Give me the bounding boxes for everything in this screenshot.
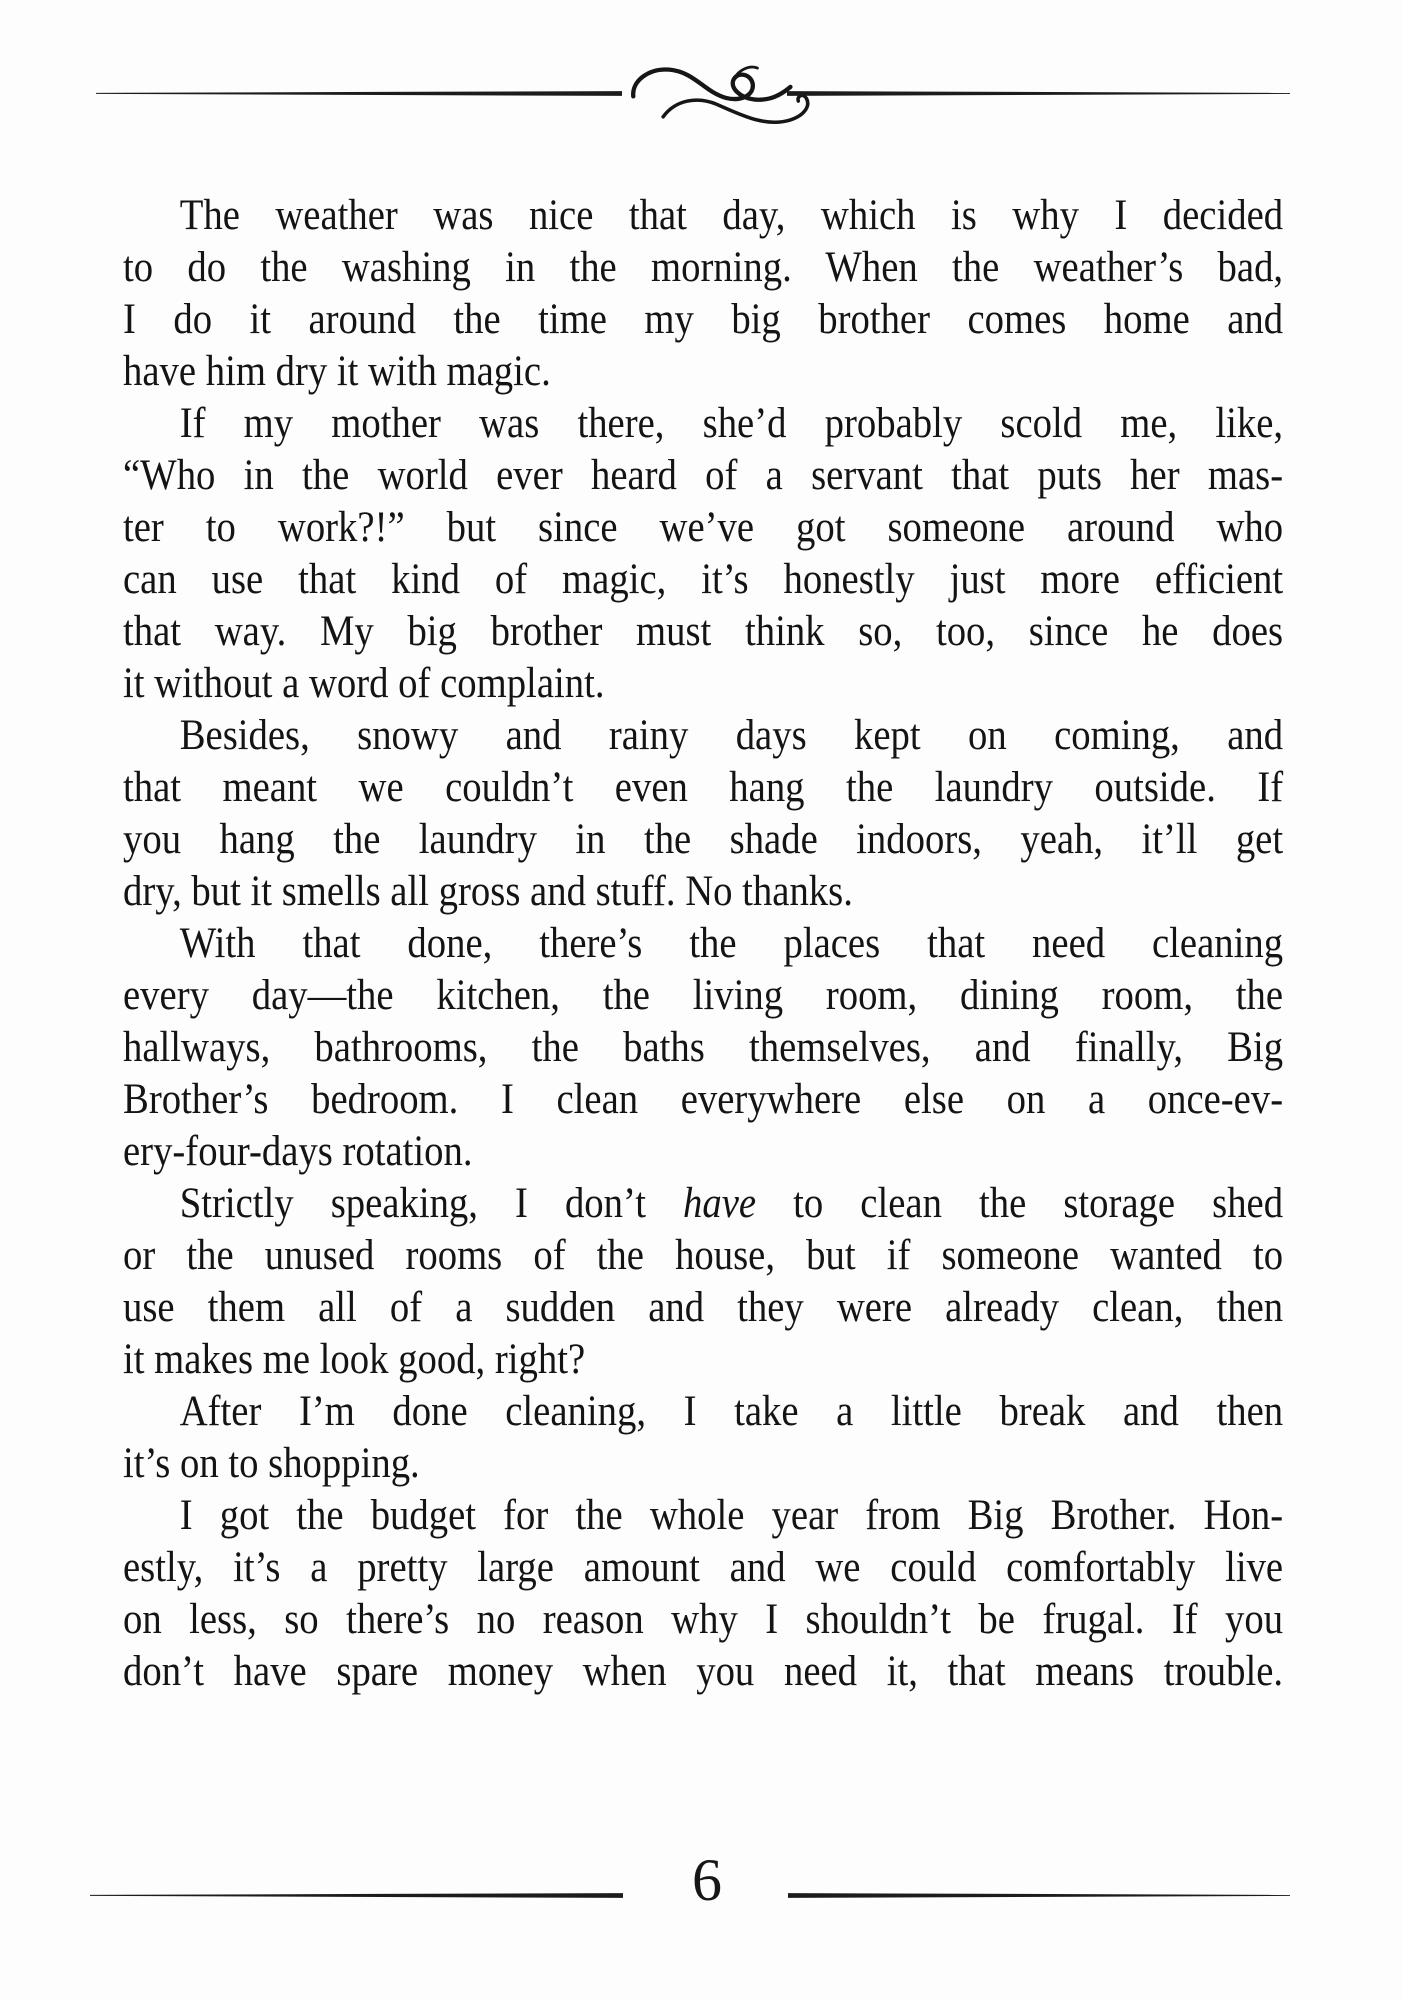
text-line [123, 190, 1283, 242]
text-segment: you hang the laundry in the shade indoors, yeah, it’ll get [123, 816, 1284, 863]
paragraph [123, 1490, 1283, 1698]
text-segment: use them all of a sudden and they were already clean, then [123, 1284, 1284, 1331]
text-segment: or the unused rooms of the house, but if someone wanted to [123, 1232, 1284, 1279]
text-segment: on less, so there’s no reason why I shouldn’t be frugal. If you [123, 1596, 1284, 1643]
text-line [123, 1022, 1283, 1074]
text-segment: have him dry it with magic. [123, 348, 551, 395]
text-segment: that meant we couldn’t even hang the laundry outside. If [123, 764, 1284, 811]
footer-rule-left [90, 1893, 623, 1898]
divider-rule-right [787, 91, 1290, 96]
text-segment: can use that kind of magic, it’s honestly just more efficient [123, 556, 1284, 603]
paragraph [123, 1386, 1283, 1490]
text-line [123, 502, 1283, 554]
text-segment: that way. My big brother must think so, too, since he does [123, 608, 1284, 655]
text-line [123, 1178, 1283, 1230]
text-segment: With that done, there’s the places that need cleaning [179, 920, 1284, 967]
text-segment: “Who in the world ever heard of a servant that puts her mas- [123, 452, 1284, 499]
text-segment: ter to work?!” but since we’ve got someone around who [123, 504, 1284, 551]
text-segment: don’t have spare money when you need it, that means trouble. [123, 1648, 1284, 1695]
text-segment: it without a word of complaint. [123, 660, 605, 707]
text-line [123, 918, 1283, 970]
text-segment: ery-four-days rotation. [123, 1128, 473, 1175]
body-text [123, 190, 1283, 1698]
text-line [123, 1386, 1283, 1438]
text-line [123, 294, 1283, 346]
text-segment: Brother’s bedroom. I clean everywhere else on a once-ev- [123, 1076, 1284, 1123]
page-number: 6 [692, 1847, 722, 1913]
text-line [123, 554, 1283, 606]
text-line [123, 1542, 1283, 1594]
text-segment: it’s on to shopping. [123, 1440, 420, 1487]
text-line [123, 1438, 1283, 1490]
text-segment: dry, but it smells all gross and stuff. No thanks. [123, 868, 853, 915]
text-line [123, 658, 1283, 710]
text-line [123, 710, 1283, 762]
paragraph [123, 710, 1283, 918]
text-segment: it makes me look good, right? [123, 1336, 586, 1383]
text-segment: If my mother was there, she’d probably scold me, like, [179, 400, 1284, 447]
text-segment: hallways, bathrooms, the baths themselves, and finally, Big [123, 1024, 1284, 1071]
text-line [123, 242, 1283, 294]
text-segment: Strictly speaking, I don’t [179, 1180, 684, 1227]
text-line [123, 814, 1283, 866]
footer-rule-right [788, 1893, 1290, 1898]
paragraph [123, 190, 1283, 398]
text-segment: I do it around the time my big brother comes home and [123, 296, 1284, 343]
text-line [123, 1334, 1283, 1386]
text-line [123, 450, 1283, 502]
paragraph [123, 918, 1283, 1178]
text-segment: After I’m done cleaning, I take a little break and then [179, 1388, 1284, 1435]
text-segment: to clean the storage shed [756, 1180, 1284, 1227]
text-line [123, 606, 1283, 658]
text-line [123, 1594, 1283, 1646]
paragraph [123, 398, 1283, 710]
text-line [123, 1282, 1283, 1334]
text-segment: Besides, snowy and rainy days kept on coming, and [179, 712, 1284, 759]
italic-text-segment: have [683, 1180, 757, 1227]
text-line [123, 1074, 1283, 1126]
text-line [123, 970, 1283, 1022]
text-segment: The weather was nice that day, which is why I decided [179, 192, 1284, 239]
divider-rule-left [96, 91, 622, 96]
text-line [123, 1646, 1283, 1698]
text-line [123, 1490, 1283, 1542]
text-segment: estly, it’s a pretty large amount and we could comfortably live [123, 1544, 1284, 1591]
text-line [123, 866, 1283, 918]
text-segment: to do the washing in the morning. When the weather’s bad, [123, 244, 1284, 291]
text-line [123, 398, 1283, 450]
text-line [123, 346, 1283, 398]
text-line [123, 1230, 1283, 1282]
text-line [123, 1126, 1283, 1178]
text-segment: every day—the kitchen, the living room, dining room, the [123, 972, 1284, 1019]
text-segment: I got the budget for the whole year from Big Brother. Hon- [179, 1492, 1284, 1539]
paragraph [123, 1178, 1283, 1386]
text-line [123, 762, 1283, 814]
